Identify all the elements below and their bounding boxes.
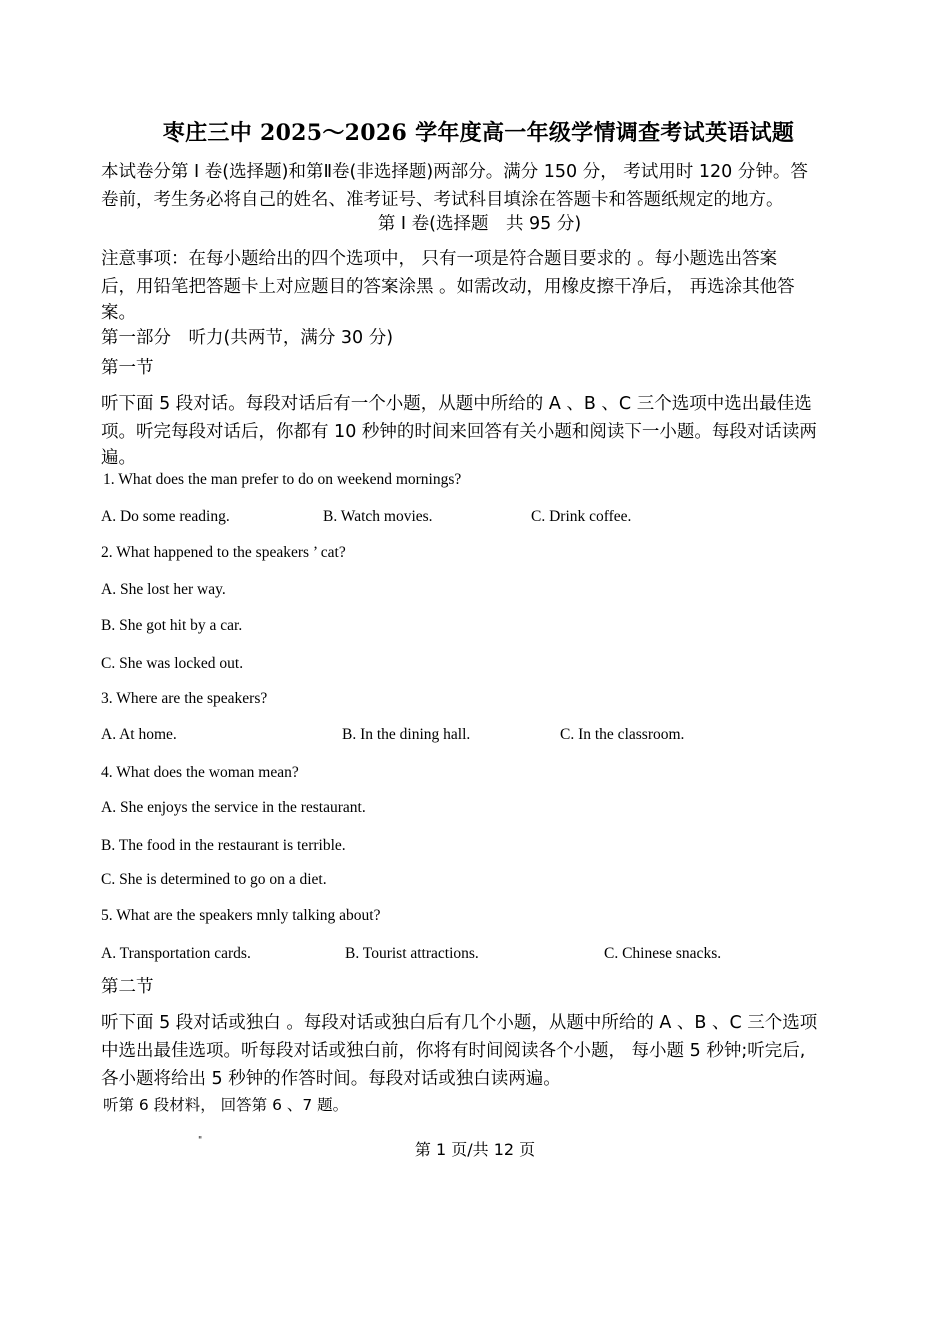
section1-instruction-1: 听下面 5 段对话。每段对话后有一个小题，从题中所给的 A 、B 、C 三个选项中选出最佳选 (101, 394, 812, 414)
question-3-stem: 3. Where are the speakers? (101, 690, 268, 707)
page-number: 第 1 页/共 12 页 (414, 1140, 536, 1159)
intro-line-2: 卷前，考生务必将自己的姓名、准考证号、考试科目填涂在答题卡和答题纸规定的地方。 (101, 190, 784, 210)
question-5-option-c: C. Chinese snacks. (604, 945, 722, 962)
question-1-option-b: B. Watch movies. (323, 508, 433, 525)
question-5-option-b: B. Tourist attractions. (345, 945, 479, 962)
question-3-option-b: B. In the dining hall. (342, 726, 471, 743)
question-2-stem: 2. What happened to the speakers ’ cat? (101, 544, 346, 561)
question-2-option-a: A. She lost her way. (101, 581, 226, 598)
question-4-stem: 4. What does the woman mean? (101, 764, 299, 781)
question-2-option-c: C. She was locked out. (101, 655, 244, 672)
section2-heading: 第二节 (101, 977, 154, 997)
question-1-option-c: C. Drink coffee. (531, 508, 632, 525)
section2-instruction-2: 中选出最佳选项。听每段对话或独白前，你将有时间阅读各个小题， 每小题 5 秒钟;听完后, (101, 1041, 806, 1061)
footer-mark: " (198, 1136, 203, 1146)
question-4-option-b: B. The food in the restaurant is terrible. (101, 837, 346, 854)
question-4-option-c: C. She is determined to go on a diet. (101, 871, 327, 888)
question-1-option-a: A. Do some reading. (101, 508, 230, 525)
part-heading: 第一部分 听力(共两节，满分 30 分) (101, 328, 394, 348)
section1-instruction-2: 项。听完每段对话后，你都有 10 秒钟的时间来回答有关小题和阅读下一小题。每段对话读两 (101, 422, 817, 442)
volume-heading: 第 Ⅰ 卷(选择题 共 95 分) (377, 214, 582, 234)
notice-line-3: 案。 (101, 303, 136, 323)
question-5-stem: 5. What are the speakers mnly talking about? (101, 907, 381, 924)
question-3-option-a: A. At home. (101, 726, 177, 743)
question-4-option-a: A. She enjoys the service in the restaurant. (101, 799, 366, 816)
section1-heading: 第一节 (101, 358, 154, 378)
question-2-option-b: B. She got hit by a car. (101, 617, 243, 634)
material-note: 听第 6 段材料， 回答第 6 、7 题。 (103, 1096, 349, 1114)
notice-line-2: 后，用铅笔把答题卡上对应题目的答案涂黑 。如需改动，用橡皮擦干净后， 再选涂其他答 (101, 277, 795, 297)
question-5-option-a: A. Transportation cards. (101, 945, 251, 962)
page-title: 枣庄三中 2025～2026 学年度高一年级学情调查考试英语试题 (162, 120, 795, 146)
notice-line-1: 注意事项：在每小题给出的四个选项中， 只有一项是符合题目要求的 。每小题选出答案 (101, 249, 778, 269)
question-3-option-c: C. In the classroom. (560, 726, 685, 743)
section2-instruction-1: 听下面 5 段对话或独白 。每段对话或独白后有几个小题，从题中所给的 A 、B 、C 三个选项 (101, 1013, 818, 1033)
question-1-stem: 1. What does the man prefer to do on weekend mornings? (103, 471, 462, 488)
section2-instruction-3: 各小题将给出 5 秒钟的作答时间。每段对话或独白读两遍。 (101, 1069, 561, 1089)
intro-line-1: 本试卷分第 Ⅰ 卷(选择题)和第Ⅱ卷(非选择题)两部分。满分 150 分， 考试用时 120 分钟。答 (101, 162, 808, 182)
section1-instruction-3: 遍。 (101, 448, 136, 468)
